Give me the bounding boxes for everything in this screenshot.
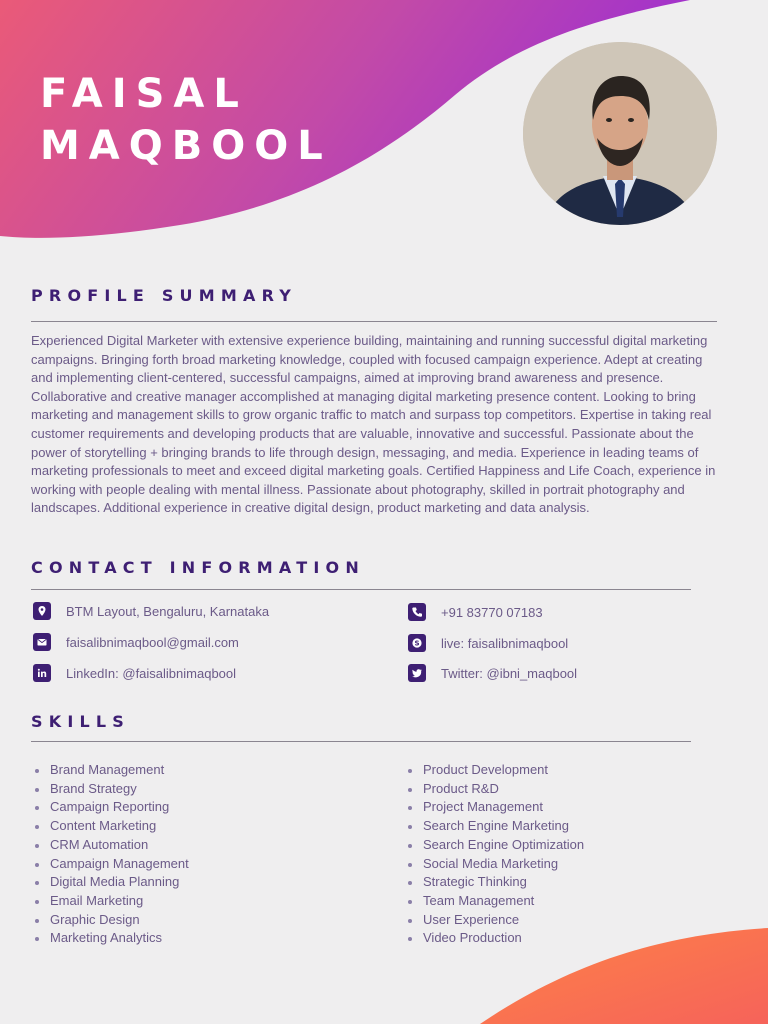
portrait-illustration	[523, 42, 717, 225]
email-icon	[33, 633, 51, 651]
first-name: FAISAL	[40, 71, 248, 117]
skill-item: Video Production	[405, 929, 584, 948]
contact-skype-text[interactable]: live: faisalibnimaqbool	[441, 635, 569, 651]
skill-item: Marketing Analytics	[32, 929, 189, 948]
contact-phone	[408, 603, 543, 621]
skype-icon	[408, 634, 426, 652]
skill-item: Digital Media Planning	[32, 873, 189, 892]
contact-information-heading: CONTACT INFORMATION	[31, 558, 365, 577]
skill-item: Brand Strategy	[32, 780, 189, 799]
skill-item: Brand Management	[32, 761, 189, 780]
skill-item: Graphic Design	[32, 911, 189, 930]
phone-icon	[408, 603, 426, 621]
contact-twitter[interactable]	[408, 664, 577, 682]
contact-phone-text: +91 83770 07183	[441, 604, 543, 620]
contact-linkedin-text[interactable]: LinkedIn: @faisalibnimaqbool	[66, 665, 237, 681]
contact-location	[33, 602, 269, 620]
skill-item: Strategic Thinking	[405, 873, 584, 892]
profile-photo	[523, 42, 717, 225]
location-icon	[33, 602, 51, 620]
skills-list-right	[405, 761, 584, 948]
contact-email[interactable]	[33, 633, 239, 651]
contact-linkedin[interactable]	[33, 664, 236, 682]
contact-information-divider	[31, 589, 691, 590]
skill-item: Campaign Reporting	[32, 798, 189, 817]
profile-summary-heading: PROFILE SUMMARY	[31, 286, 297, 305]
contact-skype[interactable]	[408, 634, 568, 652]
skill-item: Search Engine Optimization	[405, 836, 584, 855]
skill-item: Campaign Management	[32, 855, 189, 874]
candidate-name	[40, 68, 332, 172]
skill-item: Project Management	[405, 798, 584, 817]
contact-email-text[interactable]: faisalibnimaqbool@gmail.com	[66, 634, 239, 650]
skills-divider	[31, 741, 691, 742]
last-name: MAQBOOL	[40, 123, 332, 169]
skill-item: Team Management	[405, 892, 584, 911]
contact-location-text: BTM Layout, Bengaluru, Karnataka	[66, 603, 270, 619]
contact-twitter-text[interactable]: Twitter: @ibni_maqbool	[441, 665, 578, 681]
skill-item: Email Marketing	[32, 892, 189, 911]
profile-summary-divider	[31, 321, 717, 322]
skill-item: Search Engine Marketing	[405, 817, 584, 836]
skill-item: Product R&D	[405, 780, 584, 799]
skill-item: Content Marketing	[32, 817, 189, 836]
skills-list-left	[32, 761, 189, 948]
skill-item: Product Development	[405, 761, 584, 780]
skills-heading: SKILLS	[31, 712, 130, 731]
profile-summary-text: Experienced Digital Marketer with extensive experience building, maintaining and running successful digital marketing campaigns. Bringing forth broad marketing knowledge, coupled with focused campaign experience. Adept at creating and implementing client-centered, successful campaigns, aimed at improving brand awareness and presence. Collaborative and creative manager accomplished at managing digital marketing presence content. Looking to bring marketing and management skills to grow organic traffic to match and surpass top competitors. Expertise in taking real customer requirements and developing products that are valuable, innovative and successful. Passionate about the power of storytelling + bringing brands to life through design, messaging, and media. Experience in leading teams of marketing professionals to meet and exceed digital marketing goals. Certified Happiness and Life Coach, experience in working with people dealing with mental illness. Passionate about photography, skilled in portrait photography and landscapes. Additional experience in creative digital design, product marketing and data analysis.	[31, 333, 716, 516]
skill-item: Social Media Marketing	[405, 855, 584, 874]
skill-item: User Experience	[405, 911, 584, 930]
linkedin-icon	[33, 664, 51, 682]
skill-item: CRM Automation	[32, 836, 189, 855]
twitter-icon	[408, 664, 426, 682]
svg-text:S: S	[414, 639, 420, 648]
